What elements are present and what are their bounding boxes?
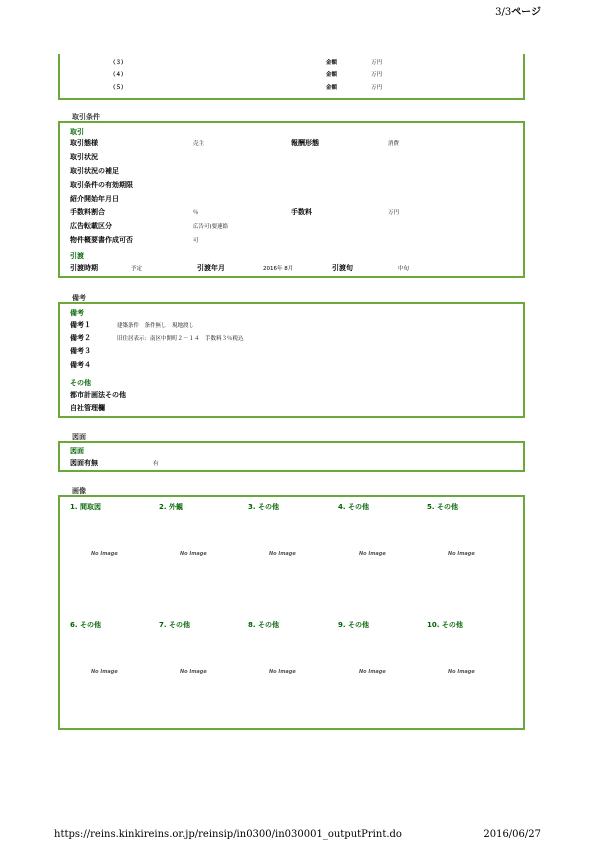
page-number-value: 3/3 bbox=[495, 7, 512, 18]
footer-date: 2016/06/27 bbox=[483, 829, 541, 840]
image-placeholder: No Image bbox=[180, 551, 207, 557]
image-placeholder: No Image bbox=[448, 669, 475, 675]
image-slot-label: 7. その他 bbox=[159, 621, 190, 629]
drawing-box bbox=[58, 441, 525, 472]
remarks-row-label: 備考２ bbox=[70, 334, 91, 342]
drawing-label: 図面有無 bbox=[70, 459, 98, 467]
page-number bbox=[495, 3, 541, 18]
top-row-unit: 万円 bbox=[371, 60, 383, 66]
transaction-row-label: 取引状況の補足 bbox=[70, 167, 119, 175]
transaction-row-label: 手数料 bbox=[291, 208, 312, 216]
image-slot-label: 5. その他 bbox=[427, 503, 458, 511]
other-group-heading: その他 bbox=[70, 379, 91, 387]
top-row-unit: 万円 bbox=[371, 72, 383, 78]
image-slot-label: 8. その他 bbox=[248, 621, 279, 629]
other-row-label: 都市計画法その他 bbox=[70, 391, 126, 399]
handover-month-label: 引渡年月 bbox=[197, 264, 225, 272]
images-section-title: 画像 bbox=[72, 487, 86, 495]
image-placeholder: No Image bbox=[91, 551, 118, 557]
top-row-label: （３） bbox=[110, 60, 127, 66]
remarks-row-label: 備考１ bbox=[70, 321, 91, 329]
top-row-label: （５） bbox=[110, 85, 127, 91]
image-slot-label: 6. その他 bbox=[70, 621, 101, 629]
image-slot-label: 9. その他 bbox=[338, 621, 369, 629]
transaction-row-label: 手数料割合 bbox=[70, 208, 105, 216]
transaction-row-value: 万円 bbox=[388, 210, 400, 216]
other-row-label: 自社管理欄 bbox=[70, 404, 105, 412]
remarks-box bbox=[58, 302, 525, 418]
transaction-row-value: 広告可(要連絡 bbox=[193, 224, 229, 230]
transaction-row-label: 報酬形態 bbox=[291, 139, 319, 147]
top-row-unit: 万円 bbox=[371, 85, 383, 91]
transaction-row-label: 取引条件の有効期限 bbox=[70, 181, 133, 189]
top-row-amount-label: 金額 bbox=[326, 60, 338, 66]
remarks-row-value: 旧住居表示：南区中開町２－１４ 手数料３％税込 bbox=[117, 336, 244, 342]
transaction-row-label: 物件概要書作成可否 bbox=[70, 236, 133, 244]
drawing-value: 有 bbox=[153, 461, 159, 467]
drawing-section-title: 図面 bbox=[72, 433, 86, 441]
image-placeholder: No Image bbox=[448, 551, 475, 557]
handover-period-value: 中旬 bbox=[398, 266, 410, 272]
image-placeholder: No Image bbox=[359, 551, 386, 557]
top-amounts-box bbox=[58, 54, 525, 100]
transaction-row-value: 可 bbox=[193, 238, 199, 244]
transaction-section-title: 取引条件 bbox=[72, 113, 100, 121]
transaction-row-value: 売主 bbox=[193, 141, 205, 147]
image-slot-label: 1. 間取図 bbox=[70, 503, 101, 511]
image-placeholder: No Image bbox=[269, 551, 296, 557]
remarks-group-heading: 備考 bbox=[70, 309, 84, 317]
remarks-row-label: 備考４ bbox=[70, 361, 91, 369]
top-row-amount-label: 金額 bbox=[326, 85, 338, 91]
drawing-group-heading: 図面 bbox=[70, 447, 84, 455]
remarks-row-value: 建築条件 条件無し 現地渡し bbox=[117, 323, 195, 329]
image-slot-label: 10. その他 bbox=[427, 621, 463, 629]
handover-period-label: 引渡旬 bbox=[332, 264, 353, 272]
transaction-row-label: 取引状況 bbox=[70, 153, 98, 161]
image-placeholder: No Image bbox=[180, 669, 207, 675]
transaction-group-heading: 取引 bbox=[70, 128, 84, 136]
image-placeholder: No Image bbox=[359, 669, 386, 675]
image-placeholder: No Image bbox=[91, 669, 118, 675]
top-row-amount-label: 金額 bbox=[326, 72, 338, 78]
image-slot-label: 2. 外観 bbox=[159, 503, 183, 511]
transaction-row-value: ％ bbox=[193, 210, 199, 216]
top-row-label: （４） bbox=[110, 72, 127, 78]
transaction-row-label: 取引態様 bbox=[70, 139, 98, 147]
remarks-section-title: 備考 bbox=[72, 294, 86, 302]
transaction-row-value: 消費 bbox=[388, 141, 400, 147]
handover-value: 予定 bbox=[131, 266, 143, 272]
page-word: ページ bbox=[511, 7, 541, 18]
image-slot-label: 4. その他 bbox=[338, 503, 369, 511]
images-box bbox=[58, 495, 525, 730]
handover-group-heading: 引渡 bbox=[70, 252, 84, 260]
image-placeholder: No Image bbox=[269, 669, 296, 675]
handover-month-value: 2016年 8月 bbox=[263, 266, 294, 272]
handover-label: 引渡時期 bbox=[70, 264, 98, 272]
footer-url: https://reins.kinkireins.or.jp/reinsip/in0300/in030001_outputPrint.do bbox=[54, 829, 402, 840]
transaction-row-label: 紹介開始年月日 bbox=[70, 195, 119, 203]
image-slot-label: 3. その他 bbox=[248, 503, 279, 511]
transaction-row-label: 広告転載区分 bbox=[70, 222, 112, 230]
remarks-row-label: 備考３ bbox=[70, 347, 91, 355]
